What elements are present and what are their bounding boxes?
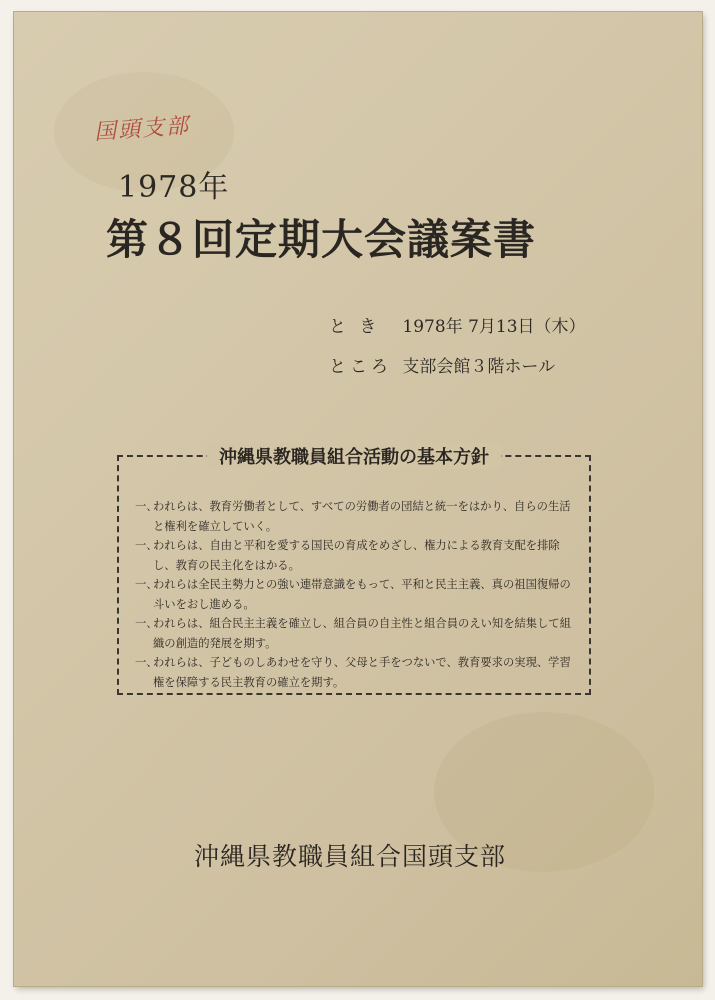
principles-box bbox=[117, 447, 591, 695]
principle-item: 一、 われらは全民主勢力との強い連帯意識をもって、平和と民主主義、真の祖国復帰の斗いをおし進める。 bbox=[135, 575, 577, 614]
date-value: 1978年 7月13日（木） bbox=[402, 317, 586, 337]
issuing-organization: 沖縄県教職員組合国頭支部 bbox=[194, 842, 507, 871]
date-label: と き bbox=[329, 317, 381, 337]
document-title: 第８回定期大会議案書 bbox=[106, 215, 537, 264]
principle-item: 一、 われらは、教育労働者として、すべての労働者の団結と統一をはかり、自らの生活と権利を確立していく。 bbox=[135, 497, 577, 536]
place-value: 支部会館３階ホール bbox=[402, 357, 556, 377]
principle-item: 一、 われらは、自由と平和を愛する国民の育成をめざし、権力による教育支配を排除し、教育の民主化をはかる。 bbox=[135, 536, 577, 575]
principles-title: 沖縄県教職員組合活動の基本方針 bbox=[207, 443, 501, 469]
document-cover bbox=[14, 12, 702, 986]
principle-item: 一、 われらは、子どものしあわせを守り、父母と手をつないで、教育要求の実現、学習権を保障する民主教育の確立を期す。 bbox=[135, 653, 577, 692]
principle-item: 一、 われらは、組合民主主義を確立し、組合員の自主性と組合員のえい知を結集して組織の創造的発展を期す。 bbox=[135, 614, 577, 653]
meeting-place bbox=[329, 352, 555, 377]
principles-list bbox=[135, 497, 577, 692]
place-label: ところ bbox=[329, 357, 392, 377]
handwritten-note: 国頭支部 bbox=[93, 113, 191, 146]
document-year: 1978年 bbox=[118, 170, 230, 205]
meeting-date bbox=[329, 312, 586, 337]
